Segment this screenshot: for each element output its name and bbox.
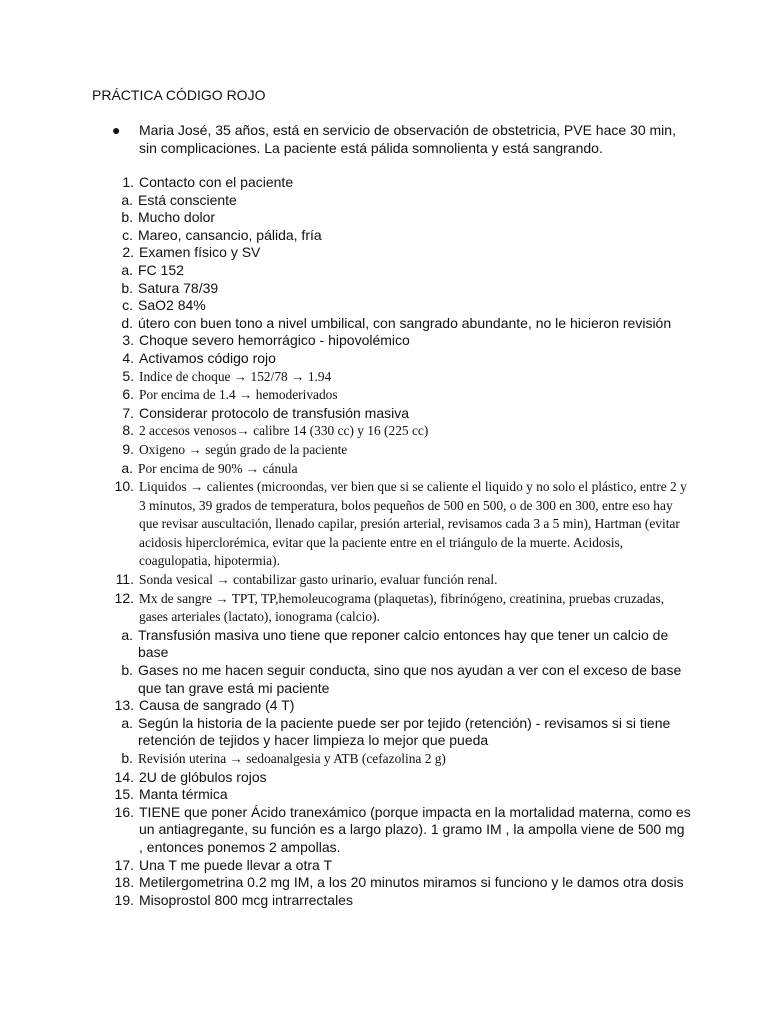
list-item-text: Causa de sangrado (4 T) <box>139 697 295 714</box>
sub-list-item <box>45 209 692 227</box>
list-item-text: Por encima de 1.4 → hemoderivados <box>139 387 338 403</box>
list-item-text: Metilergometrina 0.2 mg IM, a los 20 minutos miramos si funciono y le damos otra dosis <box>139 874 684 891</box>
sub-item-letter: a. <box>121 191 133 208</box>
sub-list-item <box>45 715 692 750</box>
list-item <box>92 892 692 910</box>
sub-list-item <box>45 460 692 479</box>
list-item-number: 5. <box>122 367 134 384</box>
sub-item-text: Está consciente <box>138 191 237 208</box>
sub-list-item <box>45 280 692 298</box>
list-item-number: 13. <box>114 697 134 714</box>
list-item-number: 4. <box>122 349 134 366</box>
list-item <box>92 804 692 857</box>
page-title: PRÁCTICA CÓDIGO ROJO <box>92 87 266 103</box>
list-item-number: 15. <box>114 786 134 803</box>
list-item <box>92 350 692 368</box>
sub-item-letter: b. <box>121 750 133 766</box>
list-item-text: Liquidos → calientes (microondas, ver bien que si se caliente el liquido y no solo el plástico, entre 2 y 3 minutos, 39 grados de temperatura, bolos pequeños de 500 en 500, o de 300 en 300, entre eso hay que revisar auscultación, llenado capilar, presión arterial, revisamos cada 3 a 5 min), Hartman (evitar acidosis hiperclorémica, evitar que la paciente entre en el triángulo de la muerte. Acidosis, coagulopatia, hipotermia). <box>139 479 687 569</box>
list-item-number: 12. <box>114 589 134 606</box>
sub-item-letter: c. <box>122 297 133 314</box>
sub-item-letter: d. <box>121 314 133 331</box>
sub-item-letter: a. <box>121 714 133 731</box>
list-item-text: Misoprostol 800 mcg intrarrectales <box>139 891 353 908</box>
list-item-text: TIENE que poner Ácido tranexámico (porque impacta en la mortalidad materna, como es un antiagregante, su función es a largo plazo). 1 gramo IM , la ampolla viene de 500 mg , entonces ponemos 2 ampollas. <box>139 803 691 855</box>
sub-list-item <box>45 227 692 245</box>
list-item-text: Examen físico y SV <box>139 244 261 261</box>
sub-item-text: Por encima de 90% → cánula <box>138 460 298 476</box>
list-item <box>92 386 692 405</box>
sub-list-item <box>45 662 692 697</box>
list-item-text: 2 accesos venosos→ calibre 14 (330 cc) y 16 (225 cc) <box>139 423 429 439</box>
list-item <box>92 368 692 387</box>
list-item-number: 8. <box>122 422 134 439</box>
list-item-number: 6. <box>122 386 134 403</box>
list-item <box>92 786 692 804</box>
sub-item-letter: b. <box>121 209 133 226</box>
list-item <box>92 571 692 590</box>
list-item-number: 1. <box>122 174 134 190</box>
intro-bullet <box>92 122 682 157</box>
list-item-text: Considerar protocolo de transfusión masiva <box>139 404 410 421</box>
list-item <box>92 174 692 192</box>
sub-item-letter: a. <box>121 261 133 278</box>
list-item-number: 18. <box>114 874 134 891</box>
sub-item-letter: a. <box>121 459 133 476</box>
sub-list-item <box>45 262 692 280</box>
sub-item-text: útero con buen tono a nivel umbilical, con sangrado abundante, no le hicieron revisión <box>138 314 672 331</box>
list-item-number: 10. <box>114 478 134 495</box>
sub-item-letter: b. <box>121 279 133 296</box>
sub-item-text: Revisión uterina → sedoanalgesia y ATB (cefazolina 2 g) <box>138 751 446 766</box>
sub-list-item <box>45 192 692 210</box>
list-item <box>92 244 692 262</box>
list-item <box>92 857 692 875</box>
list-item-text: Activamos código rojo <box>139 349 276 366</box>
list-item <box>92 590 692 627</box>
list-item <box>92 441 692 460</box>
bullet-icon: ● <box>112 122 121 138</box>
list-item <box>92 697 692 715</box>
list-item-number: 7. <box>122 404 134 421</box>
sub-list-item <box>45 750 692 769</box>
list-item-number: 3. <box>122 332 134 349</box>
list-item-text: Mx de sangre → TPT, TP,hemoleucograma (plaquetas), fibrinógeno, creatinina, pruebas cruzadas, gases arteriales (lactato), ionograma (calcio). <box>139 590 665 625</box>
list-item-text: Choque severo hemorrágico - hipovolémico <box>139 332 410 349</box>
sub-item-text: Mareo, cansancio, pálida, fría <box>138 226 322 243</box>
list-item-text: Manta térmica <box>139 786 228 803</box>
sub-item-text: Transfusión masiva uno tiene que reponer calcio entonces hay que tener un calcio de base <box>138 626 669 661</box>
list-item <box>92 478 692 571</box>
numbered-list <box>92 174 692 909</box>
list-item-text: Oxigeno → según grado de la paciente <box>139 441 348 457</box>
sub-item-letter: a. <box>121 626 133 643</box>
list-item-text: Contacto con el paciente <box>139 174 294 190</box>
list-item-text: 2U de glóbulos rojos <box>139 768 267 785</box>
sub-list-item <box>45 627 692 662</box>
list-item-number: 17. <box>114 856 134 873</box>
list-item-number: 14. <box>114 768 134 785</box>
list-item-number: 11. <box>115 571 134 588</box>
sub-item-text: SaO2 84% <box>138 297 206 314</box>
sub-item-text: Satura 78/39 <box>138 279 219 296</box>
intro-text: Maria José, 35 años, está en servicio de observación de obstetricia, PVE hace 30 min, sin complicaciones. La paciente está pálida somnolienta y está sangrando. <box>139 122 676 156</box>
list-item-text: Indice de choque → 152/78 → 1.94 <box>139 368 332 384</box>
list-item <box>92 874 692 892</box>
sub-list-item <box>45 297 692 315</box>
sub-item-text: FC 152 <box>138 261 184 278</box>
list-item-number: 2. <box>122 244 134 261</box>
list-item-text: Sonda vesical → contabilizar gasto urinario, evaluar función renal. <box>139 572 498 588</box>
list-item-text: Una T me puede llevar a otra T <box>139 856 332 873</box>
sub-item-text: Mucho dolor <box>138 209 216 226</box>
sub-item-text: Gases no me hacen seguir conducta, sino que nos ayudan a ver con el exceso de base que tan grave está mi paciente <box>138 662 682 696</box>
sub-item-letter: b. <box>121 662 133 679</box>
list-item <box>92 422 692 441</box>
list-item <box>92 332 692 350</box>
list-item <box>92 769 692 787</box>
list-item-number: 9. <box>122 440 134 457</box>
sub-list-item <box>45 315 692 333</box>
list-item-number: 19. <box>114 891 134 908</box>
list-item-number: 16. <box>114 803 134 820</box>
sub-item-letter: c. <box>122 226 133 243</box>
list-item <box>92 405 692 423</box>
sub-item-text: Según la historia de la paciente puede ser por tejido (retención) - revisamos si si tiene retención de tejidos y hacer limpieza lo mejor que pueda <box>138 714 671 749</box>
